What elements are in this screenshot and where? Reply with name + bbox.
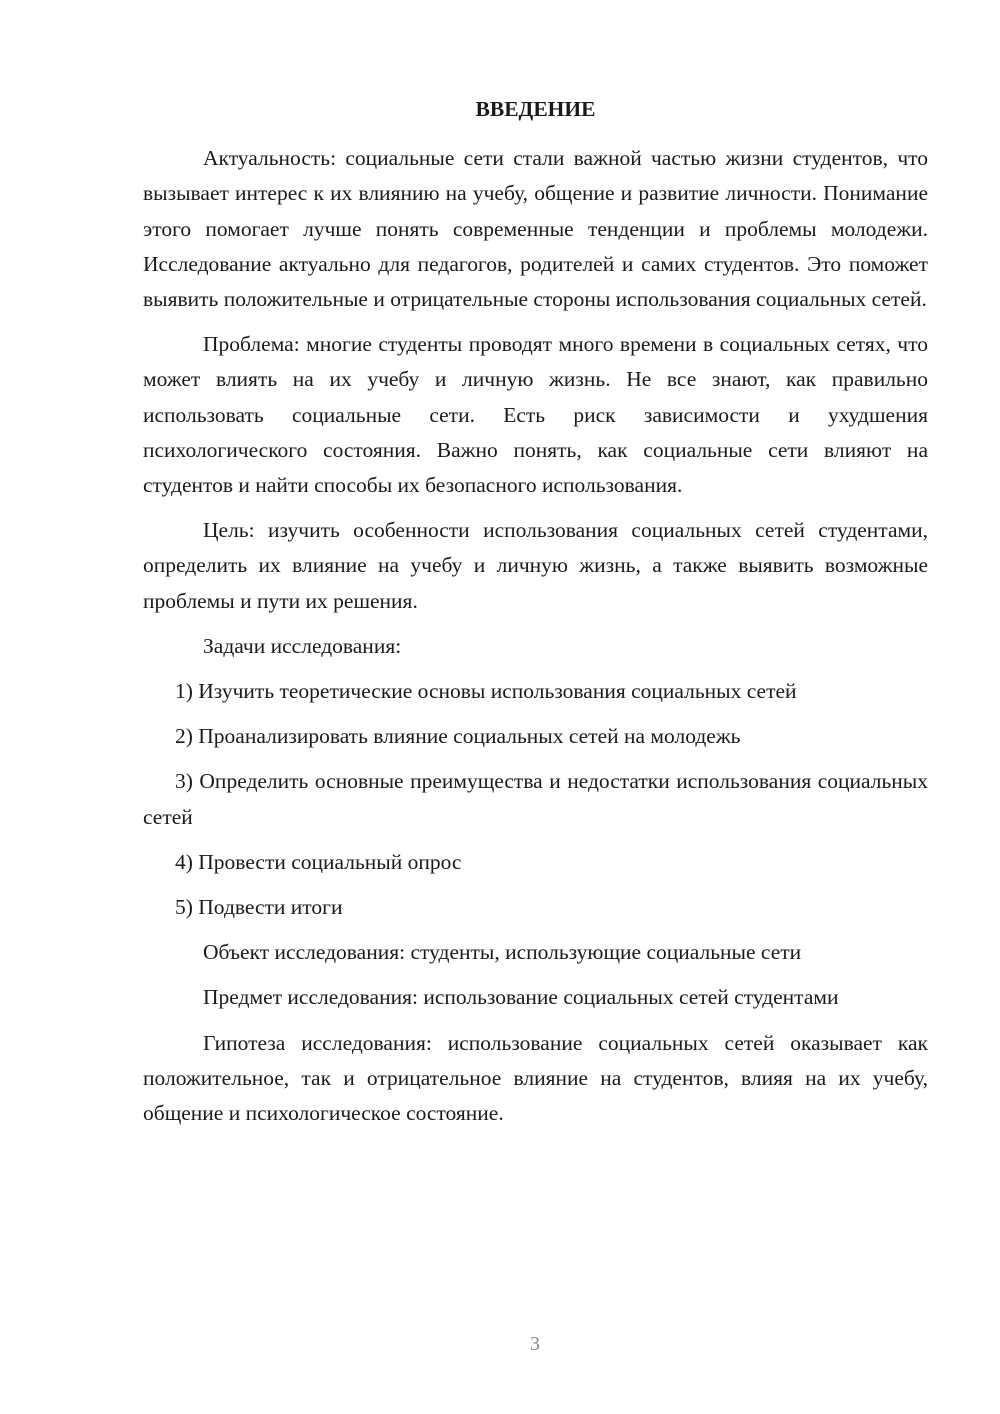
tasks-heading: Задачи исследования: [203, 633, 402, 658]
research-subject: Предмет исследования: использование социальных сетей студентами [203, 985, 839, 1010]
page-content [143, 92, 928, 1141]
page-title: ВВЕДЕНИЕ [475, 97, 596, 121]
paragraph-problem: Проблема: многие студенты проводят много времени в социальных сетях, что может влиять на их учебу и личную жизнь. Не все знают, как правильно использовать социальные сети. Есть риск зависимости и ухудшения психологического состояния. Важно понять, как социальные сети влияют на студентов и найти способы их безопасного использования. [143, 332, 928, 498]
task-item-5: 5) Подвести итоги [175, 895, 343, 920]
page-number: 3 [530, 1333, 540, 1355]
paragraph-relevance: Актуальность: социальные сети стали важной частью жизни студентов, что вызывает интерес к их влиянию на учебу, общение и развитие личности. Понимание этого помогает лучше понять современные тенденции и проблемы молодежи. Исследование актуально для педагогов, родителей и самих студентов. Это поможет выявить положительные и отрицательные стороны использования социальных сетей. [143, 146, 928, 312]
task-item-4: 4) Провести социальный опрос [175, 849, 462, 874]
research-object: Объект исследования: студенты, использующие социальные сети [203, 940, 802, 965]
task-item-2: 2) Проанализировать влияние социальных сетей на молодежь [175, 724, 741, 749]
task-item-1: 1) Изучить теоретические основы использования социальных сетей [175, 679, 797, 704]
paragraph-goal: Цель: изучить особенности использования социальных сетей студентами, определить их влияние на учебу и личную жизнь, а также выявить возможные проблемы и пути их решения. [143, 518, 928, 613]
research-hypothesis: Гипотеза исследования: использование социальных сетей оказывает как положительное, так и отрицательное влияние на студентов, влияя на их учебу, общение и психологическое состояние. [143, 1030, 928, 1126]
task-item-3: 3) Определить основные преимущества и недостатки использования социальных сетей [143, 769, 928, 829]
